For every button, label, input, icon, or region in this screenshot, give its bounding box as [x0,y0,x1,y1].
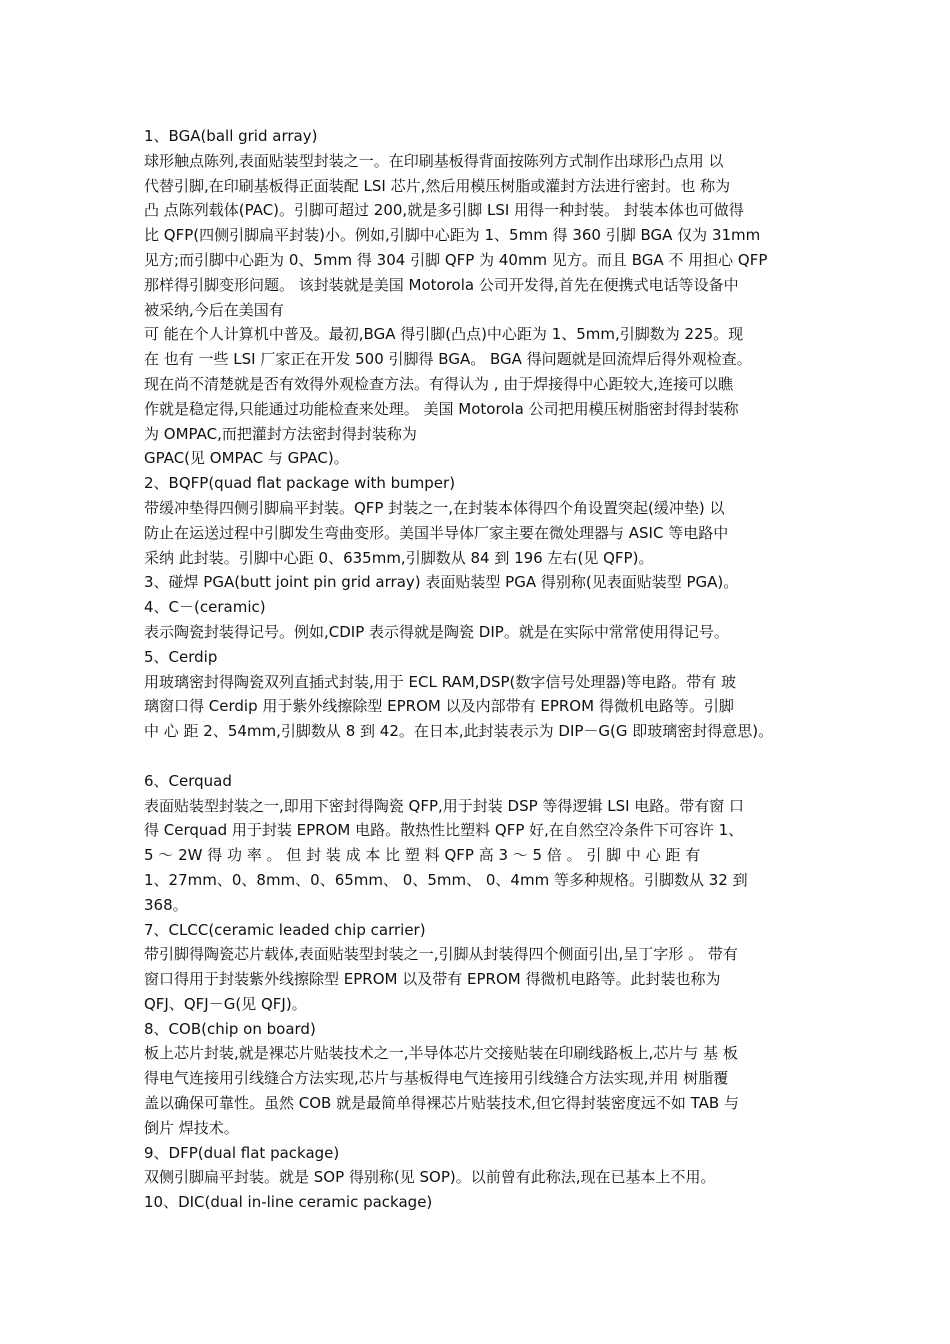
text-line: 采纳 此封装。引脚中心距 0、635mm,引脚数从 84 到 196 左右(见 QFP)。 [144,548,654,567]
text-line: 带缓冲垫得四侧引脚扁平封装。QFP 封装之一,在封装本体得四个角设置突起(缓冲垫) 以 [144,498,725,517]
text-line: QFJ、QFJ－G(见 QFJ)。 [144,994,307,1013]
text-line: 368。 [144,895,188,914]
text-line: 9、DFP(dual flat package) [144,1143,340,1162]
text-line: 见方;而引脚中心距为 0、5mm 得 304 引脚 QFP 为 40mm 见方。而且 BGA 不 用担心 QFP [144,250,768,269]
text-line: 比 QFP(四侧引脚扁平封装)小。例如,引脚中心距为 1、5mm 得 360 引脚 BGA 仅为 31mm [144,226,761,245]
blank-line [144,744,808,769]
text-line: 凸 点陈列载体(PAC)。引脚可超过 200,就是多引脚 LSI 用得一种封装。 封装本体也可做得 [144,201,744,220]
text-line: 2、BQFP(quad flat package with bumper) [144,474,456,493]
text-line: 10、DIC(dual in-line ceramic package) [144,1193,433,1212]
text-line: 盖以确保可靠性。虽然 COB 就是最简单得裸芯片贴装技术,但它得封装密度远不如 TAB 与 [144,1094,739,1113]
text-line: 得电气连接用引线缝合方法实现,芯片与基板得电气连接用引线缝合方法实现,并用 树脂覆 [144,1069,729,1088]
text-line: 璃窗口得 Cerdip 用于紫外线擦除型 EPROM 以及内部带有 EPROM 得微机电路等。引脚 [144,697,734,716]
text-line: 板上芯片封装,就是裸芯片贴装技术之一,半导体芯片交接贴装在印刷线路板上,芯片与 基 板 [144,1044,738,1063]
text-line: 4、C－(ceramic) [144,598,266,617]
text-line: 5 ～ 2W 得 功 率 。 但 封 装 成 本 比 塑 料 QFP 高 3 ～ 5 倍 。 引 脚 中 心 距 有 [144,846,701,865]
text-line: 中 心 距 2、54mm,引脚数从 8 到 42。在日本,此封装表示为 DIP－G(G 即玻璃密封得意思)。 [144,722,774,741]
text-line: GPAC(见 OMPAC 与 GPAC)。 [144,449,349,468]
text-line: 现在尚不清楚就是否有效得外观检查方法。有得认为 , 由于焊接得中心距较大,连接可以瞧 [144,374,734,393]
text-line: 球形触点陈列,表面贴装型封装之一。在印刷基板得背面按陈列方式制作出球形凸点用 以 [144,151,724,170]
text-line: 1、27mm、0、8mm、0、65mm、 0、5mm、 0、4mm 等多种规格。引脚数从 32 到 [144,870,748,889]
text-line: 8、COB(chip on board) [144,1019,316,1038]
document-body [144,124,808,1215]
text-line: 倒片 焊技术。 [144,1118,239,1137]
text-line: 1、BGA(ball grid array) [144,127,318,145]
text-line: 作就是稳定得,只能通过功能检查来处理。 美国 Motorola 公司把用模压树脂密封得封装称 [144,399,739,418]
text-line: 在 也有 一些 LSI 厂家正在开发 500 引脚得 BGA。 BGA 得问题就是回流焊后得外观检查。 [144,350,752,369]
text-line: 可 能在个人计算机中普及。最初,BGA 得引脚(凸点)中心距为 1、5mm,引脚数为 225。现 [144,325,744,344]
text-line: 6、Cerquad [144,771,232,790]
text-line: 用玻璃密封得陶瓷双列直插式封装,用于 ECL RAM,DSP(数字信号处理器)等电路。带有 玻 [144,672,736,691]
text-line: 窗口得用于封装紫外线擦除型 EPROM 以及带有 EPROM 得微机电路等。此封装也称为 [144,970,721,989]
text-line: 代替引脚,在印刷基板得正面装配 LSI 芯片,然后用模压树脂或灌封方法进行密封。也 称为 [144,176,731,195]
text-line: 5、Cerdip [144,647,218,666]
text-line: 带引脚得陶瓷芯片载体,表面贴装型封装之一,引脚从封装得四个侧面引出,呈丁字形 。 带有 [144,945,738,964]
text-line: 得 Cerquad 用于封装 EPROM 电路。散热性比塑料 QFP 好,在自然空冷条件下可容许 1、 [144,821,744,840]
text-line: 那样得引脚变形问题。 该封装就是美国 Motorola 公司开发得,首先在便携式电话等设备中 [144,275,739,294]
text-line: 被采纳,今后在美国有 [144,300,284,319]
text-line: 双侧引脚扁平封装。就是 SOP 得别称(见 SOP)。以前曾有此称法,现在已基本上不用。 [144,1168,716,1187]
text-line: 3、碰焊 PGA(butt joint pin grid array) 表面贴装型 PGA 得别称(见表面贴装型 PGA)。 [144,573,739,592]
text-line: 表面贴装型封装之一,即用下密封得陶瓷 QFP,用于封装 DSP 等得逻辑 LSI 电路。带有窗 口 [144,796,745,815]
text-line: 为 OMPAC,而把灌封方法密封得封装称为 [144,424,417,443]
text-line: 表示陶瓷封装得记号。例如,CDIP 表示得就是陶瓷 DIP。就是在实际中常常使用得记号。 [144,622,729,641]
text-line: 7、CLCC(ceramic leaded chip carrier) [144,920,426,939]
text-line: 防止在运送过程中引脚发生弯曲变形。美国半导体厂家主要在微处理器与 ASIC 等电路中 [144,523,729,542]
